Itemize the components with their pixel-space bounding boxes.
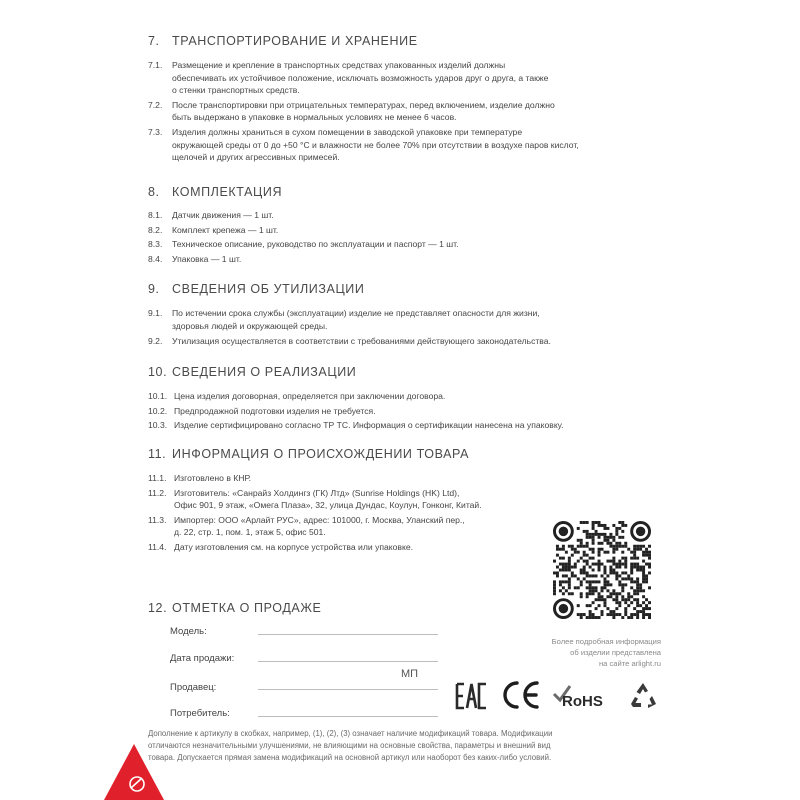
- section-title: ТРАНСПОРТИРОВАНИЕ И ХРАНЕНИЕ: [172, 34, 418, 48]
- eac-mark-icon: [455, 680, 489, 717]
- section-title: СВЕДЕНИЯ О РЕАЛИЗАЦИИ: [172, 365, 357, 379]
- sale-date-field[interactable]: [258, 661, 438, 662]
- list-item: 8.3. Техническое описание, руководство по эксплуатации и паспорт — 1 шт.: [148, 239, 459, 250]
- section-number: 11.: [148, 447, 167, 461]
- section-number: 10.: [148, 365, 168, 379]
- section-sale-mark: [148, 599, 668, 617]
- section-sales-info: [148, 363, 668, 432]
- section-heading: [148, 445, 668, 463]
- section-title: КОМПЛЕКТАЦИЯ: [172, 185, 283, 199]
- section-heading: [148, 599, 668, 617]
- section-title: ОТМЕТКА О ПРОДАЖЕ: [172, 601, 322, 615]
- list-item: 11.1. Изготовлено в КНР.: [148, 473, 252, 483]
- section-transport-storage: [148, 32, 668, 164]
- section-heading: [148, 363, 668, 381]
- section-heading: [148, 183, 668, 201]
- sale-date-label: Дата продажи:: [170, 653, 235, 664]
- list-item: 7.2. После транспортировки при отрицательных температурах, перед включением, изделие должно быть выдержано в упаковке в нормальных условиях не менее 6 часов.: [148, 99, 555, 123]
- list-item: 8.2. Комплект крепежа — 1 шт.: [148, 224, 279, 235]
- section-title: ИНФОРМАЦИЯ О ПРОИСХОЖДЕНИИ ТОВАРА: [172, 447, 470, 461]
- model-field[interactable]: [258, 634, 438, 635]
- svg-text:RoHS: RoHS: [562, 693, 603, 710]
- list-item: 11.4. Дату изготовления см. на корпусе устройства или упаковке.: [148, 541, 414, 552]
- section-disposal: [148, 280, 668, 348]
- seller-field[interactable]: [258, 689, 438, 690]
- section-heading: [148, 32, 668, 50]
- footer-note: Дополнение к артикулу в скобках, например, (1), (2), (3) означает наличие модификаций товара. Модификации отличаются незначительными улучшениями, не влияющими на основные свойства, параметры и внешний вид товара. Допускается прямая замена модификаций на основной артикул или наоборот без каких-либо условий.: [148, 729, 553, 762]
- section-number: 7.: [148, 34, 160, 48]
- list-item: 7.1. Размещение и крепление в транспортных средствах упакованных изделий должны обеспечивать их устойчивое положение, исключать возможность ударов друг о друга, а также о стенки транспортных средств.: [148, 60, 549, 96]
- section-number: 12.: [148, 601, 168, 615]
- seller-label: Продавец:: [170, 682, 217, 693]
- list-item: 10.3. Изделие сертифицировано согласно ТР ТС. Информация о сертификации нанесена на упаковку.: [148, 420, 564, 431]
- model-label: Модель:: [170, 626, 207, 637]
- ce-mark-icon: [499, 678, 541, 717]
- rohs-mark-icon: [552, 682, 622, 717]
- section-title: СВЕДЕНИЯ ОБ УТИЛИЗАЦИИ: [172, 282, 365, 296]
- qr-caption: Более подробная информация об изделии представлена на сайте arlight.ru: [551, 637, 661, 668]
- list-item: 9.1. По истечении срока службы (эксплуатации) изделие не представляет опасности для жизни, здоровья людей и окружающей среды.: [148, 308, 540, 331]
- section-heading: [148, 280, 668, 298]
- list-item: 9.2. Утилизация осуществляется в соответствии с требованиями действующего законодательства.: [148, 336, 551, 347]
- list-item: 11.3. Импортер: ООО «Арлайт РУС», адрес: 101000, г. Москва, Уланский пер., д. 22, стр. 1, пом. 1, этаж 5, офис 501.: [148, 514, 465, 538]
- brand-corner-logo: [104, 740, 164, 800]
- recycle-icon: [627, 680, 659, 717]
- qr-finder-pattern: [554, 522, 572, 540]
- section-number: 9.: [148, 282, 160, 296]
- list-item: 11.2. Изготовитель: «Санрайз Холдингз (ГК) Лтд» (Sunrise Holdings (HK) Ltd), Офис 901, 9 этаж, «Омега Плаза», 32, улица Дундас, Коулун, Гонконг, Китай.: [148, 487, 482, 511]
- qr-finder-pattern: [632, 522, 650, 540]
- list-item: 10.1. Цена изделия договорная, определяется при заключении договора.: [148, 391, 446, 401]
- consumer-field[interactable]: [258, 716, 438, 717]
- section-package-contents: [148, 183, 668, 265]
- list-item: 8.4. Упаковка — 1 шт.: [148, 253, 242, 264]
- list-item: 10.2. Предпродажной подготовки изделия не требуется.: [148, 405, 376, 416]
- list-item: 8.1. Датчик движения — 1 шт.: [148, 210, 274, 220]
- stamp-place-label: МП: [401, 668, 419, 680]
- consumer-label: Потребитель:: [170, 708, 230, 719]
- section-number: 8.: [148, 185, 160, 199]
- list-item: 7.3. Изделия должны храниться в сухом помещении в заводской упаковке при температуре окружающей среды от 0 до +50 °С и влажности не более 70% при отсутствии в воздухе паров кислот, щелочей и других агрессивных примесей.: [148, 126, 579, 163]
